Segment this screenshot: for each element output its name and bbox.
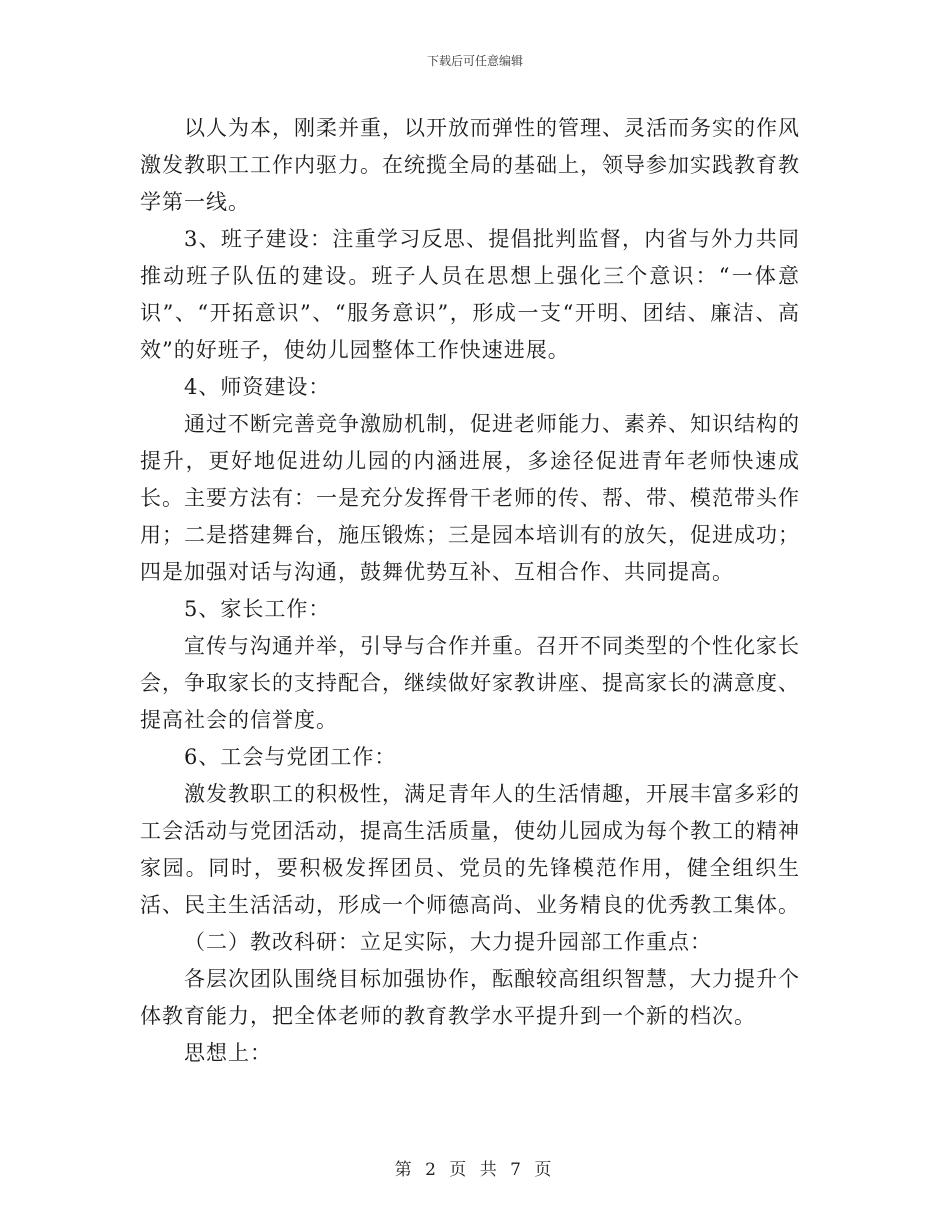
page-header: 下载后可任意编辑 bbox=[426, 54, 523, 68]
paragraph-leadership: 以人为本，刚柔并重，以开放而弹性的管理、灵活而务实的作风激发教职工工作内驱力。在统揽全局的基础上，领导参加实践教育教学第一线。 bbox=[140, 116, 800, 214]
paragraph-research: 各层次团队围绕目标加强协作，酝酿较高组织智慧，大力提升个体教育能力，把全体老师的教育教学水平提升到一个新的档次。 bbox=[140, 967, 800, 1028]
paragraph-union-work: 激发教职工的积极性，满足青年人的生活情趣，开展丰富多彩的工会活动与党团活动，提高生活质量，使幼儿园成为每个教工的精神家园。同时，要积极发挥团员、党员的先锋模范作用，健全组织生活、民主生活活动，形成一个师德高尚、业务精良的优秀教工集体。 bbox=[140, 782, 800, 917]
paragraph-team-building: 3、班子建设：注重学习反思、提倡批判监督，内省与外力共同推动班子队伍的建设。班子人员在思想上强化三个意识：“一体意识”、“开拓意识”、“服务意识”，形成一支“开明、团结、廉洁、高效”的好班子，使幼儿园整体工作快速进展。 bbox=[140, 227, 800, 362]
heading-union-work: 6、工会与党团工作： bbox=[184, 745, 397, 769]
paragraph-parent-work: 宣传与沟通并举，引导与合作并重。召开不同类型的个性化家长会，争取家长的支持配合，继续做好家教讲座、提高家长的满意度、提高社会的信誉度。 bbox=[140, 634, 800, 732]
page-footer: 第 2 页 共 7 页 bbox=[394, 1160, 556, 1180]
heading-research: （二）教改科研：立足实际，大力提升园部工作重点： bbox=[184, 930, 712, 954]
heading-teacher-building: 4、师资建设： bbox=[184, 375, 331, 399]
heading-ideology: 思想上： bbox=[184, 1041, 272, 1065]
heading-parent-work: 5、家长工作： bbox=[184, 597, 331, 621]
document-body bbox=[140, 110, 800, 1072]
paragraph-teacher-building: 通过不断完善竞争激励机制，促进老师能力、素养、知识结构的提升，更好地促进幼儿园的内涵进展，多途径促进青年老师快速成长。主要方法有：一是充分发挥骨干老师的传、帮、带、模范带头作用；二是搭建舞台，施压锻炼；三是园本培训有的放矢，促进成功；四是加强对话与沟通，鼓舞优势互补、互相合作、共同提高。 bbox=[140, 412, 800, 584]
